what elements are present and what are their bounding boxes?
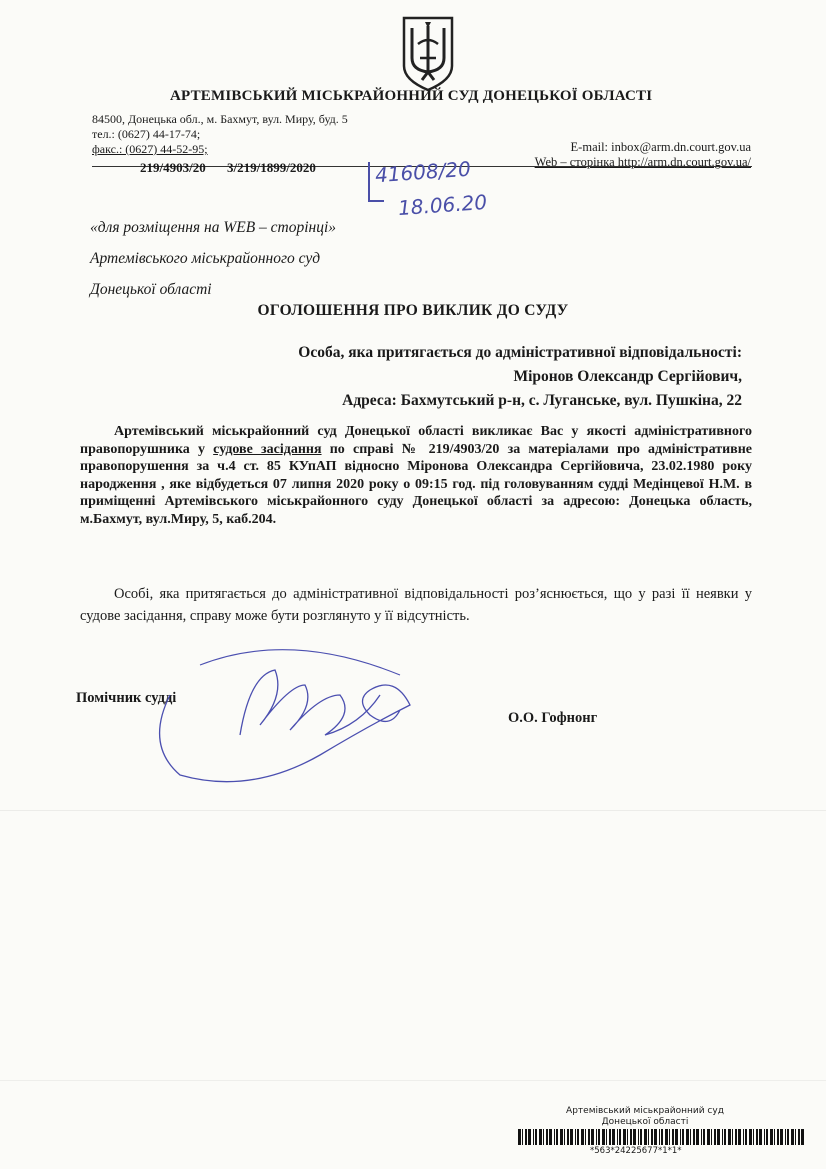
registration-numbers: [140, 160, 316, 176]
case-number: 219/4903/20: [140, 160, 206, 175]
court-fax: факс.: (0627) 44-52-95;: [92, 142, 208, 156]
summons-underlined-text: судове засідання: [213, 441, 322, 457]
court-name: АРТЕМІВСЬКИЙ МІСЬКРАЙОННИЙ СУД ДОНЕЦЬКОЇ ОБЛАСТІ: [170, 88, 653, 104]
person-name: Міронов Олександр Сергійович,: [513, 368, 742, 385]
footer-line-1: Артемівський міськрайонний суд: [566, 1106, 724, 1116]
signer-role: Помічник судді: [76, 690, 177, 706]
handwritten-signature: [140, 635, 430, 785]
court-address: 84500, Донецька обл., м. Бахмут, вул. Миру, буд. 5: [92, 112, 348, 126]
person-block: [298, 341, 742, 413]
handwritten-date: 18.06.20: [397, 189, 488, 221]
placement-note-line-1: «для розміщення на WEB – сторінці»: [90, 219, 337, 236]
document-title: ОГОЛОШЕННЯ ПРО ВИКЛИК ДО СУДУ: [257, 302, 569, 319]
explanation-paragraph: Особі, яка притягається до адміністративної відповідальності роз’яснюється, що у разі її неявки у судове засідання, справу може бути розглянуто у її відсутність.: [80, 586, 752, 624]
signer-name: О.О. Гофнонг: [508, 710, 598, 726]
barcode-number: *563*24225677*1*1*: [590, 1146, 682, 1156]
placement-note-line-2: Артемівського міськрайонного суд: [90, 250, 321, 267]
summons-paragraph: [80, 423, 752, 528]
court-email: E-mail: inbox@arm.dn.court.gov.ua: [570, 140, 751, 154]
court-website: Web – сторінка http://arm.dn.court.gov.ua/: [534, 155, 751, 169]
barcode: [518, 1129, 806, 1145]
court-address-block: [92, 112, 348, 157]
handwritten-incoming-number: 41608/20: [374, 156, 472, 188]
placement-note: [90, 212, 336, 305]
person-label: Особа, яка притягається до адміністративної відповідальності:: [298, 344, 742, 361]
person-address: Адреса: Бахмутський р-н, с. Луганське, вул. Пушкіна, 22: [342, 392, 742, 409]
summons-text-2: по справі № 219/4903/20 за матеріалами про адміністративне правопорушення за ч.4 ст. 85 КУпАП відносно Міронова Олександра Сергійовича, 23.02.1980 року народження , яке відбудеться 07 липня 2020 року о 09:15 год. під головуванням судді Медінцевої Н.М. в приміщенні Артемівського міськрайонного суду Донецької області за адресою: Донецька область, м.Бахмут, вул.Миру, 5, каб.204.: [80, 441, 752, 527]
paper-fold-line: [0, 810, 826, 811]
paper-fold-line: [0, 1080, 826, 1081]
footer-line-2: Донецької області: [601, 1117, 689, 1127]
footer-stamp: [565, 1106, 725, 1128]
placement-note-line-3: Донецької області: [90, 281, 212, 298]
trident-emblem-icon: [398, 14, 458, 92]
summons-text-1: Артемівський міськрайонний суд Донецької області викликає Вас у якості адміністративного правопорушника у: [80, 424, 752, 457]
proceeding-number: 3/219/1899/2020: [226, 160, 316, 175]
court-phone: тел.: (0627) 44-17-74;: [92, 127, 201, 141]
